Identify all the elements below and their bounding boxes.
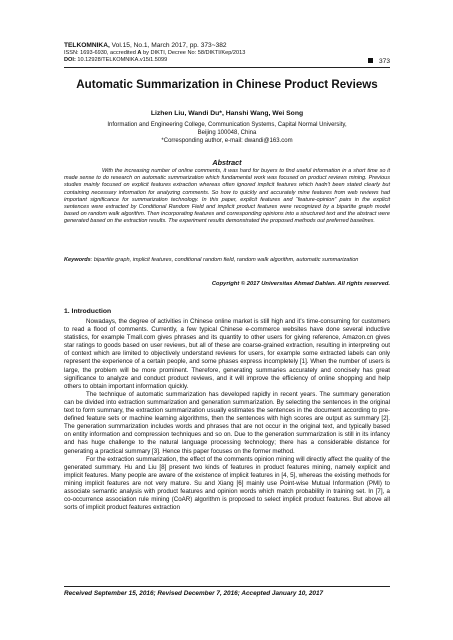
square-bullet-icon — [368, 58, 373, 63]
copyright-notice: Copyright © 2017 Universitas Ahmad Dahlan. All rights reserved. — [211, 281, 390, 287]
journal-citation — [64, 42, 390, 50]
journal-header — [64, 42, 390, 65]
received-dates: Received September 15, 2016; Revised December 7, 2016; Accepted January 10, 2017 — [64, 590, 324, 597]
body-paragraph: Nowadays, the degree of activities in Chinese online market is still high and it's time-consuming for customers to read a flood of comments. Currently, a few typical Chinese e-commerce websites have done several inductive statistics, for example Tmall.com gives phrases and its quantity to other users for giving reference, Amazon.cn gives star ratings to goods based on user reviews, but all of these are coarse-grained extraction, resulting in interpreting out of context which are limited to objectively understand reviews for users, for example some extracted labels can only represent the experience of a certain people, and some phases express incompletely [1]. When the number of users is large, the problem will be more prominent. Therefore, generating summaries accurately and concisely has great significance to analyze and conduct product reviews, and it will improve the efficiency of online shopping and help others to obtain important information quickly. — [64, 318, 390, 390]
corresponding-author: *Corresponding author, e-mail: dwandi@163.com — [161, 138, 293, 144]
header-rule — [64, 67, 390, 68]
issn-decree: by DIKTI, Decree No: 58/DIKTI/Kep/2013 — [143, 50, 246, 56]
paper-title: Automatic Summarization in Chinese Product Reviews — [76, 78, 378, 91]
issn-grade: A — [137, 50, 142, 56]
abstract-text: With the increasing number of online comments, it was hard for buyers to find useful information in a short time so it made sense to do research on automatic summarization which fundamental work was focused on product reviews mining. Previous studies mainly focused on explicit features extraction whereas often ignored implicit features which hadn't been stated clearly but containing necessary information for analyzing comments. So how to quickly and accurately mine features from web reviews had important significance for summarization technology. In this paper, explicit features and “feature-opinion” pairs in the explicit sentences were extracted by Conditional Random Field and implicit product features were recognized by a bipartite graph model based on random walk algorithm. Then incorporating features and corresponding opinions into a structured text and the abstract were generated based on the extraction results. The experiment results demonstrated the proposed methods out preferred baselines. — [64, 168, 390, 225]
issn-text: ISSN: 1693-6930, accredited — [64, 50, 136, 56]
affiliation-line: Beijing 100048, China — [197, 130, 257, 136]
affiliation — [64, 121, 390, 145]
doi-line — [64, 57, 390, 64]
page-number-text: 373 — [378, 58, 390, 65]
doi-link[interactable]: 10.12928/TELKOMNIKA.v15i1.5099 — [77, 57, 168, 64]
author-list: Lizhen Liu, Wandi Du*, Hanshi Wang, Wei Song — [150, 110, 304, 117]
section-body — [64, 318, 390, 512]
body-paragraph: The technique of automatic summarization has developed rapidly in recent years. The summary generation can be divided into extraction summarization and generation summarization. By selecting the sentences in the original text to form summary, the extraction summarization usually estimates the sentences in the document according to pre-defined feature sets or machine learning algorithms, then the sentences with high scores are output as summary [2]. The generation summarization includes words and phrases that are not occur in the original text, and typically based on entity information and compression techniques and so on. Due to the generation summarization is still in its infancy and has huge challenge to the natural language processing technology; there has a considerable distance for generating a practical summary [3]. Hence this paper focuses on the former method. — [64, 390, 390, 455]
affiliation-line: Information and Engineering College, Communication Systems, Capital Normal University, — [107, 122, 347, 128]
footer-rule — [64, 586, 390, 587]
issn-line — [64, 50, 390, 57]
section-heading: 1. Introduction — [64, 308, 112, 315]
page-number — [368, 58, 390, 65]
abstract-heading: Abstract — [212, 158, 242, 167]
doi-label: DOI: — [64, 57, 76, 64]
keywords-text: : bipartite graph, implicit features, conditional random field, random walk algorithm, automatic summarization — [90, 257, 359, 263]
keywords-label: Keywords — [64, 257, 91, 263]
body-paragraph: For the extraction summarization, the effect of the comments opinion mining will directly affect the quality of the generated summary. Hu and Liu [8] present two kinds of features in product features mining, namely explicit and implicit features. Many people are aware of the existence of implicit features in [4, 5], whereas the existing methods for mining implicit features are not very mature. Su and Xiang [6] mainly use Point-wise Mutual Information (PMI) to associate semantic analysis with product features and opinion words which match probability in training set. In [7], a co-occurrence association rule mining (CoAR) algorithm is proposed to select implicit product features. But above all sorts of implicit product features extraction — [64, 455, 390, 512]
journal-name: TELKOMNIKA, — [64, 42, 110, 49]
keywords — [64, 257, 390, 264]
journal-volume: Vol.15, No.1, March 2017, pp. 373~382 — [111, 42, 227, 49]
